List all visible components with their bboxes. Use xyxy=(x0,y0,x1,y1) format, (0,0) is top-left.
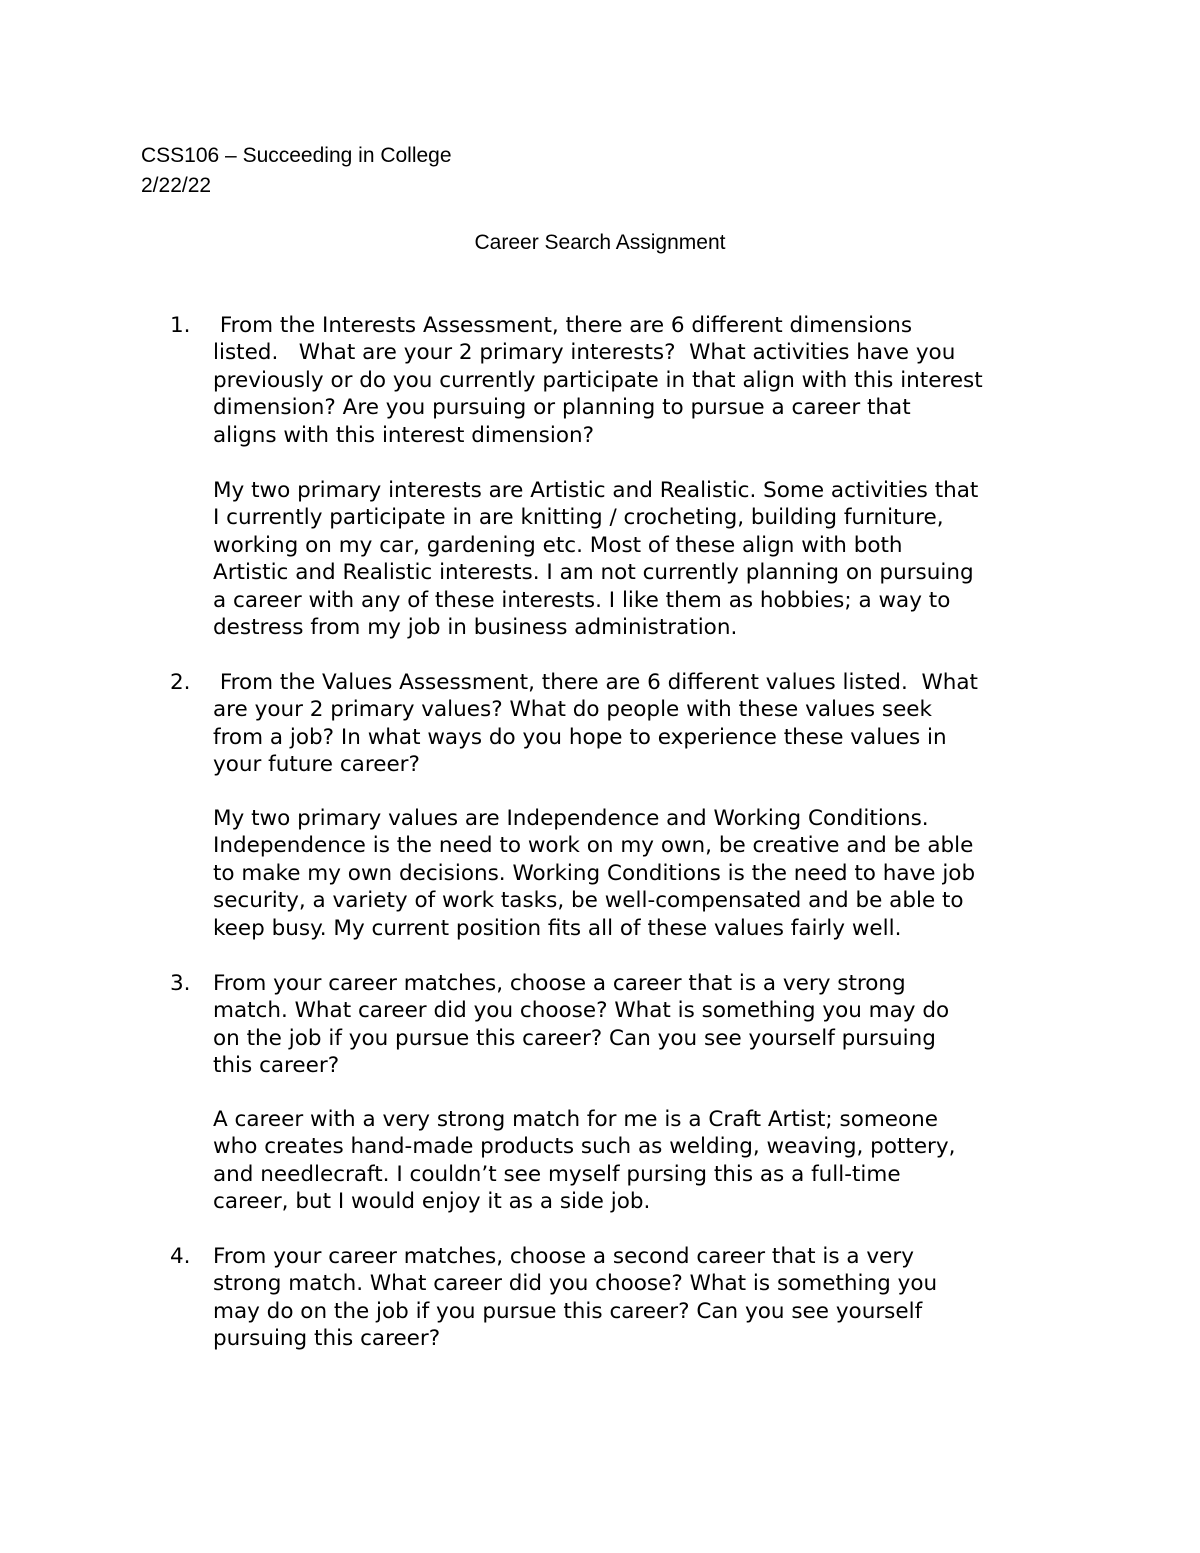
question-text xyxy=(213,669,1093,779)
answer-line: My two primary interests are Artistic and Realistic. Some activities that xyxy=(213,478,979,503)
question-line: are your 2 primary values? What do people with these values seek xyxy=(213,697,932,723)
answer-line: I currently participate in are knitting / crocheting, building furniture, xyxy=(213,505,944,531)
question-line: match. What career did you choose? What is something you may do xyxy=(213,998,950,1024)
question-line: From your career matches, choose a second career that is a very xyxy=(213,1244,914,1269)
question-line: From the Interests Assessment, there are 6 different dimensions xyxy=(213,313,913,338)
answer-line: career, but I would enjoy it as a side job. xyxy=(213,1189,651,1215)
answer-line: to make my own decisions. Working Conditions is the need to have job xyxy=(213,860,976,886)
question-line: From the Values Assessment, there are 6 different values listed. What xyxy=(213,670,978,695)
course-heading: CSS106 – Succeeding in College xyxy=(141,144,452,167)
item-number: 4. xyxy=(170,1244,191,1269)
answer-line: A career with a very strong match for me is a Craft Artist; someone xyxy=(213,1107,939,1132)
question-text xyxy=(213,312,1093,449)
question-line: your future career? xyxy=(213,752,420,778)
answer-line: a career with any of these interests. I like them as hobbies; a way to xyxy=(213,587,951,613)
item-number: 3. xyxy=(170,971,191,996)
assignment-title: Career Search Assignment xyxy=(474,231,726,254)
answer-line: destress from my job in business administration. xyxy=(213,614,738,640)
question-text xyxy=(213,970,1093,1080)
question-line: pursuing this career? xyxy=(213,1326,441,1352)
answer-line: working on my car, gardening etc. Most of these align with both xyxy=(213,532,903,558)
answer-line: who creates hand-made products such as welding, weaving, pottery, xyxy=(213,1134,956,1160)
answer-text xyxy=(213,805,1093,942)
question-line: may do on the job if you pursue this career? Can you see yourself xyxy=(213,1298,923,1324)
question-line: previously or do you currently participate in that align with this interest xyxy=(213,367,983,393)
question-line: listed. What are your 2 primary interests? What activities have you xyxy=(213,340,956,366)
date-line: 2/22/22 xyxy=(141,174,212,197)
answer-line: keep busy. My current position fits all of these values fairly well. xyxy=(213,915,902,941)
answer-line: security, a variety of work tasks, be well-compensated and be able to xyxy=(213,888,964,914)
answer-text xyxy=(213,1106,1093,1216)
item-number: 2. xyxy=(170,670,191,695)
answer-line: Artistic and Realistic interests. I am not currently planning on pursuing xyxy=(213,560,974,586)
item-number: 1. xyxy=(170,313,191,338)
question-line: strong match. What career did you choose? What is something you xyxy=(213,1271,938,1297)
answer-line: and needlecraft. I couldn’t see myself pursing this as a full-time xyxy=(213,1161,901,1187)
question-text xyxy=(213,1243,1093,1353)
question-line: from a job? In what ways do you hope to experience these values in xyxy=(213,724,947,750)
answer-line: Independence is the need to work on my own, be creative and be able xyxy=(213,833,974,859)
answer-line: My two primary values are Independence and Working Conditions. xyxy=(213,806,929,831)
question-line: on the job if you pursue this career? Can you see yourself pursuing xyxy=(213,1025,936,1051)
question-line: From your career matches, choose a career that is a very strong xyxy=(213,971,906,996)
answer-text xyxy=(213,477,1093,641)
question-line: aligns with this interest dimension? xyxy=(213,422,595,448)
question-line: dimension? Are you pursuing or planning to pursue a career that xyxy=(213,395,911,421)
question-line: this career? xyxy=(213,1053,340,1079)
